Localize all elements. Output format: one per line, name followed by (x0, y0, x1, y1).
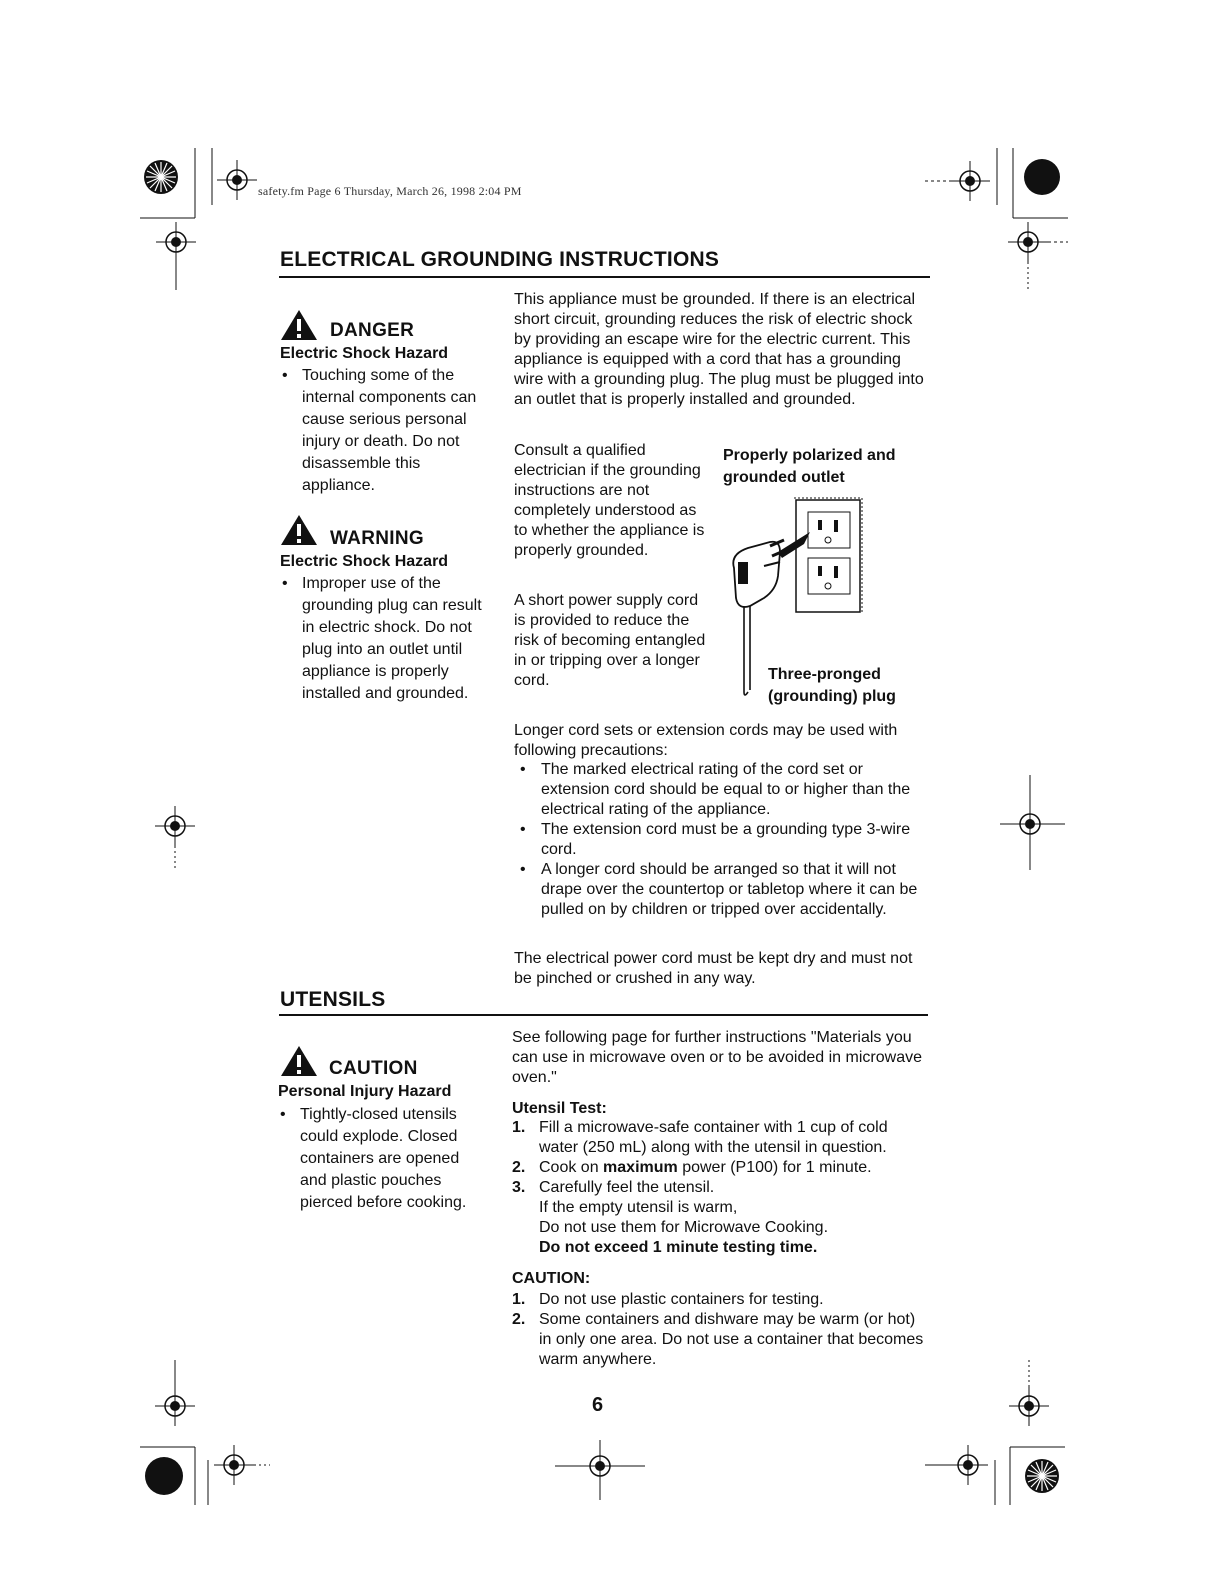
extension-intro: Longer cord sets or extension cords may be used with following precautions: (514, 722, 898, 759)
danger-heading: DANGER (330, 320, 415, 341)
caution-items (512, 1290, 930, 1370)
caution-subheading: Personal Injury Hazard (278, 1083, 452, 1100)
warning-bullet: • Improper use of the grounding plug can result in electric shock. Do not plug into an outlet until appliance is properly installed and grounded. (280, 573, 493, 705)
consult-paragraph: Consult a qualified electrician if the grounding instructions are not completely understood as to whether the appliance is properly grounded. (514, 442, 705, 559)
test-step: 1. Fill a microwave-safe container with 1 cup of cold water (250 mL) along with the utensil in question. (512, 1119, 888, 1156)
test-step: 2. Cook on maximum power (P100) for 1 minute. (512, 1159, 872, 1176)
caution-triangle-icon (280, 1045, 318, 1077)
precaution-item: • The extension cord must be a grounding type 3-wire cord. (514, 820, 928, 860)
outlet-label: Properly polarized and grounded outlet (723, 447, 896, 486)
section-rule (279, 276, 930, 278)
grounding-intro: This appliance must be grounded. If there is an electrical short circuit, grounding reduces the risk of electric shock by providing an escape wire for the electric current. This appliance is equipped with a cord that has a grounding wire with a grounding plug. The plug must be plugged into an outlet that is properly installed and grounded. (514, 291, 924, 408)
section-title-utensils: UTENSILS (280, 988, 386, 1011)
short-cord-paragraph: A short power supply cord is provided to reduce the risk of becoming entangled in or tripping over a longer cord. (514, 592, 706, 689)
section-title-grounding: ELECTRICAL GROUNDING INSTRUCTIONS (280, 248, 720, 271)
warning-heading: WARNING (330, 528, 424, 549)
testing-time-warning: Do not exceed 1 minute testing time. (539, 1239, 818, 1256)
dry-cord-note: The electrical power cord must be kept dry and must not be pinched or crushed in any way. (514, 950, 913, 987)
page-number: 6 (592, 1394, 604, 1416)
test-step: 3. Carefully feel the utensil. If the empty utensil is warm, Do not use them for Microwave Cooking. Do not exceed 1 minute testing time. (512, 1179, 829, 1256)
danger-bullet: • Touching some of the internal components can cause serious personal injury or death. Do not disassemble this appliance. (280, 365, 493, 497)
caution-bullet: • Tightly-closed utensils could explode. Closed containers are opened and plastic pouches pierced before cooking. (278, 1104, 488, 1214)
warning-list (280, 573, 493, 705)
utensil-test-heading: Utensil Test: (512, 1100, 607, 1117)
precaution-item: • The marked electrical rating of the cord set or extension cord should be equal to or higher than the electrical rating of the appliance. (514, 760, 928, 820)
precaution-item: • A longer cord should be arranged so that it will not drape over the countertop or tabletop where it can be pulled on by children or tripped over accidentally. (514, 860, 928, 920)
file-stamp: safety.fm Page 6 Thursday, March 26, 1998 2:04 PM (258, 184, 522, 198)
warning-subheading: Electric Shock Hazard (280, 553, 449, 570)
caution-item: 1. Do not use plastic containers for testing. (512, 1291, 824, 1308)
utensils-intro: See following page for further instructions "Materials you can use in microwave oven or to be avoided in microwave oven." (512, 1029, 922, 1086)
warning-triangle-icon (280, 514, 318, 546)
utensil-test-steps (512, 1118, 930, 1258)
plug-label: Three-pronged (grounding) plug (768, 666, 896, 705)
caution-heading: CAUTION (329, 1058, 418, 1079)
caution-list-heading: CAUTION: (512, 1270, 591, 1287)
danger-subheading: Electric Shock Hazard (280, 345, 449, 362)
caution-list (278, 1104, 488, 1214)
section-rule (279, 1014, 928, 1016)
caution-item: 2. Some containers and dishware may be warm (or hot) in only one area. Do not use a container that becomes warm anywhere. (512, 1311, 924, 1368)
precautions-list (514, 760, 928, 920)
danger-list (280, 365, 493, 497)
danger-warning-triangle-icon (280, 309, 318, 341)
